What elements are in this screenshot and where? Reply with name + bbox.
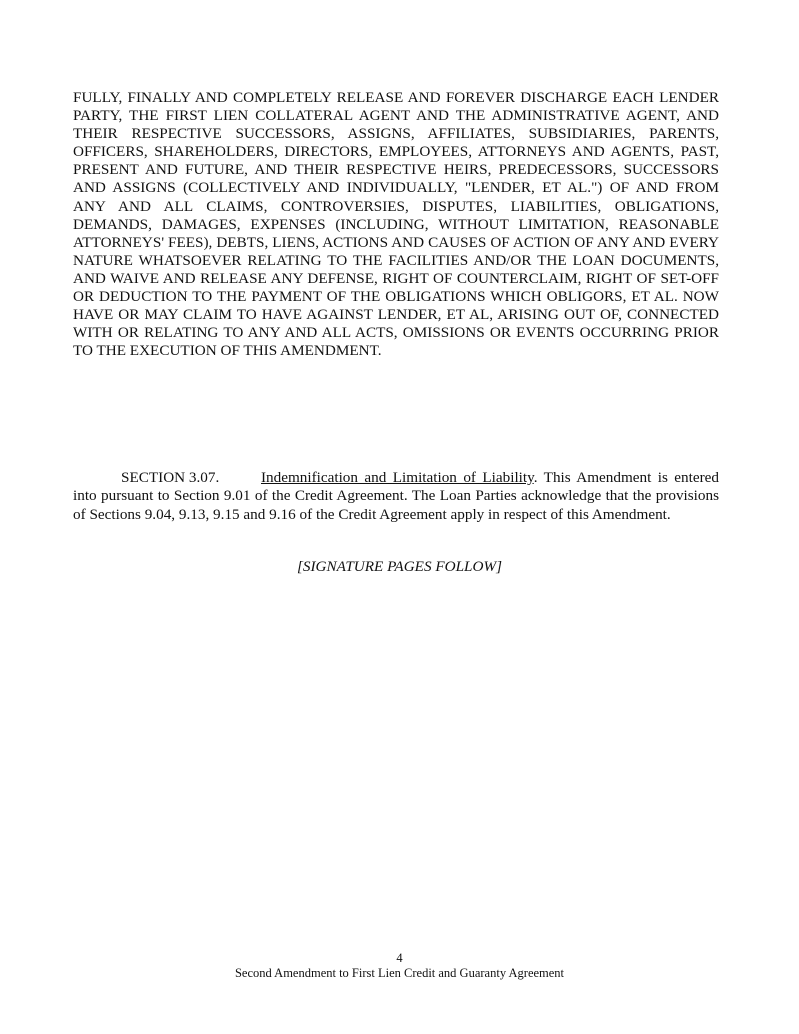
page-number: 4 [396,951,403,965]
release-paragraph: FULLY, FINALLY AND COMPLETELY RELEASE AND FOREVER DISCHARGE EACH LENDER PARTY, THE FIRST LIEN COLLATERAL AGENT AND THE ADMINISTRATIVE AGENT, AND THEIR RESPECTIVE SUCCESSORS, ASSIGNS, AFFILIATES, SUBSIDIARIES, PARENTS, OFFICERS, SHAREHOLDERS, DIRECTORS, EMPLOYEES, ATTORNEYS AND AGENTS, PAST, PRESENT AND FUTURE, AND THEIR RESPECTIVE HEIRS, PREDECESSORS, SUCCESSORS AND ASSIGNS (COLLECTIVELY AND INDIVIDUALLY, "LENDER, ET AL.") OF AND FROM ANY AND ALL CLAIMS, CONTROVERSIES, DISPUTES, LIABILITIES, OBLIGATIONS, DEMANDS, DAMAGES, EXPENSES (INCLUDING, WITHOUT LIMITATION, REASONABLE ATTORNEYS' FEES), DEBTS, LIENS, ACTIONS AND CAUSES OF ACTION OF ANY AND EVERY NATURE WHATSOEVER RELATING TO THE FACILITIES AND/OR THE LOAN DOCUMENTS, AND WAIVE AND RELEASE ANY DEFENSE, RIGHT OF COUNTERCLAIM, RIGHT OF SET-OFF OR DEDUCTION TO THE PAYMENT OF THE OBLIGATIONS WHICH OBLIGORS, ET AL. NOW HAVE OR MAY CLAIM TO HAVE AGAINST LENDER, ET AL, ARISING OUT OF, CONNECTED WITH OR RELATING TO ANY AND ALL ACTS, OMISSIONS OR EVENTS OCCURRING PRIOR TO THE EXECUTION OF THIS AMENDMENT. [73,89,719,360]
section-heading: Indemnification and Limitation of Liability [261,469,534,486]
section-3-07-paragraph [73,469,719,524]
footer-document-title: Second Amendment to First Lien Credit and Guaranty Agreement [234,966,565,980]
section-number: SECTION 3.07. [121,469,220,486]
section-body: . This Amendment is entered into pursuant to Section 9.01 of the Credit Agreement. The Loan Parties acknowledge that the provisions of Sections 9.04, 9.13, 9.15 and 9.16 of the Credit Agreement apply in respect of this Amendment. [73,469,719,523]
signature-pages-follow: [SIGNATURE PAGES FOLLOW] [296,558,503,575]
